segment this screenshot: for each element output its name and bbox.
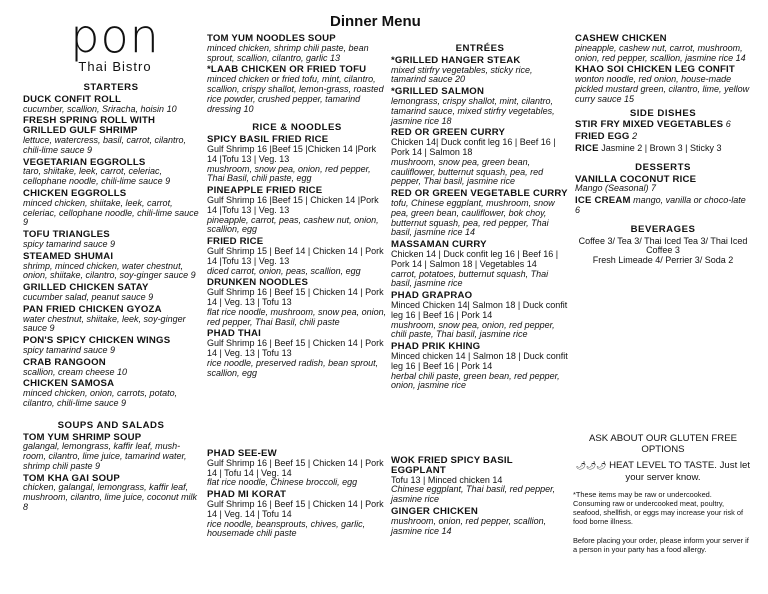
side-dish-item xyxy=(575,120,751,130)
menu-item-description: taro, shiitake, leek, carrot, celeriac, cellophane noodle, chili-lime sauce 9 xyxy=(23,166,171,187)
side-dish-item xyxy=(575,144,751,154)
menu-item xyxy=(207,329,387,378)
menu-item-name: VEGETARIAN EGGROLLS xyxy=(23,156,146,168)
menu-item xyxy=(391,456,569,505)
menu-item-description: cucumber, scallion, Sriracha, hoisin 10 xyxy=(23,103,177,114)
menu-item-name: DUCK CONFIT ROLL xyxy=(23,93,122,105)
section-title-soups: SOUPS AND SALADS xyxy=(57,419,165,431)
section-title-rice-noodles: RICE & NOODLES xyxy=(252,122,342,134)
menu-item xyxy=(391,291,569,340)
section-title-beverages: BEVERAGES xyxy=(630,223,696,235)
menu-item xyxy=(23,95,199,115)
menu-item-name: SPICY BASIL FRIED RICE xyxy=(207,134,329,146)
menu-item-description: mushroom, onion, red pepper, scallion, jasmine rice 14 xyxy=(391,515,547,536)
col4-top-list xyxy=(575,34,751,105)
menu-item-prices: Gulf Shrimp 16 | Beef 15 | Chicken 14 | Pork 14 | Veg. 14 | Tofu 14 xyxy=(207,498,384,519)
side-dishes-list xyxy=(575,120,751,153)
menu-item xyxy=(391,87,569,126)
menu-item xyxy=(23,433,199,472)
menu-column-3-bottom xyxy=(391,456,569,538)
menu-item xyxy=(23,158,199,187)
page-title: Dinner Menu xyxy=(330,13,421,30)
menu-item-name: GINGER CHICKEN xyxy=(391,505,479,517)
rice-noodles-list xyxy=(207,135,387,378)
menu-item xyxy=(23,189,199,228)
menu-item-name: CASHEW CHICKEN xyxy=(575,33,667,44)
menu-item-description: carrot, potatoes, butternut squash, Thai basil, jasmine rice xyxy=(391,268,549,289)
menu-column-4 xyxy=(575,34,751,266)
heat-level-note xyxy=(573,460,753,484)
dessert-item xyxy=(575,175,751,195)
side-dish-name: STIR FRY MIXED VEGETABLES xyxy=(575,119,724,131)
menu-item-prices: Chicken 14| Duck confit leg 16 | Beef 16 | Pork 14 | Salmon 18 xyxy=(391,137,556,157)
col2-top-list xyxy=(207,34,387,114)
menu-item xyxy=(23,252,199,281)
menu-item-name: STEAMED SHUMAI xyxy=(23,250,114,262)
menu-item-name: *GRILLED SALMON xyxy=(391,86,485,98)
menu-column-2-bottom xyxy=(207,449,387,541)
desserts-list xyxy=(575,175,751,216)
menu-item-description: minced chicken, shrimp chili paste, bean sprout, scallion, cilantro, garlic 13 xyxy=(207,42,369,63)
menu-item-description: galangal, lemongrass, kaffir leaf, mush-room, cilantro, lime juice, tamarind water, shrimp chili paste 9 xyxy=(23,441,187,471)
menu-item-name: DRUNKEN NOODLES xyxy=(207,277,309,289)
menu-item-description: pineapple, carrot, peas, cashew nut, onion, scallion, egg xyxy=(207,214,379,235)
menu-item-prices: Chicken 14 | Duck confit leg 16 | Beef 16 | Pork 14 | Salmon 18 | Vegetables 14 xyxy=(391,248,559,269)
beverages-text: Coffee 3/ Tea 3/ Thai Iced Tea 3/ Thai Iced Coffee 3 Fresh Limeade 4/ Perrier 3/ Soda 2 xyxy=(578,235,748,266)
menu-item-prices: Gulf Shrimp 16 | Beef 15 | Chicken 14 | Pork 14 | Tofu 14 | Veg. 14 xyxy=(207,457,384,478)
menu-item xyxy=(575,34,751,63)
menu-item-description: mushroom, snow pea, onion, red pepper, chili paste, Thai basil, jasmine rice xyxy=(391,319,555,340)
menu-item-description: Chinese eggplant, Thai basil, red pepper, jasmine rice xyxy=(391,484,556,505)
menu-item-description: lettuce, watercress, basil, carrot, cilantro, chili-lime sauce 9 xyxy=(23,134,187,155)
side-dish-item xyxy=(575,132,751,142)
menu-item xyxy=(207,237,387,276)
menu-item-prices: Tofu 13 | Minced chicken 14 xyxy=(391,474,503,485)
menu-item-name: RED OR GREEN CURRY xyxy=(391,127,506,139)
menu-item-prices: Gulf Shrimp 16 | Beef 15 | Chicken 14 | Pork 14 | Veg. 13 | Tofu 13 xyxy=(207,287,384,307)
side-dish-price: Jasmine 2 | Brown 3 | Sticky 3 xyxy=(598,142,722,153)
menu-item xyxy=(391,56,569,85)
menu-item-name: CRAB RANGOON xyxy=(23,356,106,368)
menu-item-name: CHICKEN EGGROLLS xyxy=(23,187,127,199)
menu-item-name: PHAD PRIK KHING xyxy=(391,341,481,353)
menu-item-description: spicy tamarind sauce 9 xyxy=(23,344,116,355)
menu-item-name: WOK FRIED SPICY BASIL EGGPLANT xyxy=(391,455,513,476)
menu-item xyxy=(23,379,199,408)
section-title-desserts: DESSERTS xyxy=(635,161,691,173)
menu-item-description: minced chicken or fried tofu, mint, cilantro, scallion, crispy shallot, lemon-grass, roasted rice powder, crushed pepper, tamarind dressing 10 xyxy=(207,74,384,114)
menu-item xyxy=(391,128,569,187)
menu-item-name: TOM KHA GAI SOUP xyxy=(23,472,121,484)
menu-item-prices: Gulf Shrimp 16 | Beef 15 | Chicken 14 | Pork 14 | Veg. 13 | Tofu 13 xyxy=(207,338,384,358)
menu-item-name: RED OR GREEN VEGETABLE CURRY xyxy=(391,188,568,200)
menu-item-name: KHAO SOI CHICKEN LEG CONFIT xyxy=(575,64,735,76)
menu-item-description: rice noodle, beansprouts, chives, garlic, housemade chili paste xyxy=(207,518,366,539)
menu-item xyxy=(207,490,387,539)
dessert-name: VANILLA COCONUT RICE xyxy=(575,173,697,185)
heat-level-text: HEAT LEVEL TO TASTE. Just let your server know. xyxy=(609,460,751,483)
logo-subtitle: Thai Bistro xyxy=(78,59,152,74)
menu-item-description: spicy tamarind sauce 9 xyxy=(23,238,116,249)
menu-item-description: wonton noodle, red onion, house-made pickled mustard green, cilantro, lime, yellow curry sauce 15 xyxy=(575,74,750,104)
menu-item xyxy=(207,65,387,114)
menu-column-3 xyxy=(391,44,569,393)
menu-item-prices: Minced Chicken 14| Salmon 18 | Duck confit leg 16 | Beef 16 | Pork 14 xyxy=(391,299,568,320)
entrees-list xyxy=(391,56,569,391)
menu-item-description: chicken, galangal, lemongrass, kaffir leaf, mushroom, cilantro, lime juice, coconut milk 8 xyxy=(23,482,198,513)
menu-item-description: flat rice noodle, Chinese broccoli, egg xyxy=(207,477,358,488)
menu-item-name: PHAD THAI xyxy=(207,328,262,340)
menu-item-description: mixed stirfry vegetables, sticky rice, tamarind sauce 20 xyxy=(391,64,533,85)
menu-item-name: PHAD SEE-EW xyxy=(207,448,277,459)
menu-item-name: *GRILLED HANGER STEAK xyxy=(391,54,521,66)
menu-item-prices: Gulf Shrimp 16 |Beef 15 |Chicken 14 |Pork 14 |Tofu 13 | Veg. 13 xyxy=(207,143,377,164)
side-dish-price: 6 xyxy=(723,119,731,130)
menu-item-name: GRILLED CHICKEN SATAY xyxy=(23,282,149,294)
menu-item xyxy=(391,189,569,238)
menu-column-1 xyxy=(23,83,199,515)
dessert-item xyxy=(575,196,751,216)
menu-item xyxy=(23,474,199,513)
gluten-free-note: ASK ABOUT OUR GLUTEN FREE OPTIONS xyxy=(588,433,738,455)
section-title-starters: STARTERS xyxy=(83,82,139,93)
menu-item-description: diced carrot, onion, peas, scallion, egg xyxy=(207,265,361,276)
dessert-name: ICE CREAM xyxy=(575,195,631,207)
menu-item-name: PAN FRIED CHICKEN GYOZA xyxy=(23,303,162,315)
menu-item-name: TOFU TRIANGLES xyxy=(23,229,110,241)
col2-bottom-list xyxy=(207,449,387,539)
section-title-side-dishes: SIDE DISHES xyxy=(629,107,697,119)
menu-item xyxy=(207,278,387,327)
menu-item-prices: Gulf Shrimp 15 | Beef 14 | Chicken 14 | Pork 14 |Tofu 13 | Veg. 13 xyxy=(207,245,384,266)
menu-item-description: tofu, Chinese eggplant, mushroom, snow pea, green bean, cauliflower, bok choy, butternut squash, pea, red pepper, Thai basil, jasmine rice 14 xyxy=(391,197,555,238)
side-dish-name: RICE xyxy=(575,142,599,154)
menu-item-description: flat rice noodle, mushroom, snow pea, onion, red pepper, Thai Basil, chili paste xyxy=(207,306,387,327)
menu-item-description: cucumber salad, peanut sauce 9 xyxy=(23,291,154,302)
menu-item-name: TOM YUM SHRIMP SOUP xyxy=(23,431,142,443)
menu-item-description: pineapple, cashew nut, carrot, mushroom, onion, red pepper, scallion, jasmine rice 14 xyxy=(575,42,746,63)
menu-item-name: PON'S SPICY CHICKEN WINGS xyxy=(23,335,171,347)
menu-item-description: herbal chili paste, green bean, red pepper, onion, jasmine rice xyxy=(391,370,560,391)
menu-item xyxy=(207,186,387,235)
soups-list xyxy=(23,433,199,513)
menu-item xyxy=(575,65,751,104)
restaurant-logo xyxy=(60,9,170,74)
menu-item-description: mushroom, snow pea, onion, red pepper, Thai Basil, chili paste, egg xyxy=(207,163,371,184)
menu-item xyxy=(23,358,199,378)
raw-food-warning: *These items may be raw or undercooked. Consuming raw or undercooked meat, poultry, seafood, shellfish, or eggs may increase your risk of food borne illness. xyxy=(573,490,744,526)
section-title-entrees: ENTRÉES xyxy=(455,43,505,54)
dessert-description: Mango (Seasonal) 7 xyxy=(575,183,657,194)
side-dish-name: FRIED EGG xyxy=(575,131,630,143)
menu-item xyxy=(23,230,199,250)
menu-item-prices: Minced chicken 14 | Salmon 18 | Duck confit leg 16 | Beef 16 | Pork 14 xyxy=(391,350,568,371)
menu-item-name: CHICKEN SAMOSA xyxy=(23,378,115,390)
menu-item-description: scallion, cream cheese 10 xyxy=(23,366,128,377)
menu-column-2 xyxy=(207,34,387,380)
menu-item-name: *LAAB CHICKEN OR FRIED TOFU xyxy=(207,64,367,76)
dessert-description: mango, vanilla or choco-late 6 xyxy=(575,195,746,215)
menu-item-name: MASSAMAN CURRY xyxy=(391,239,487,251)
menu-item xyxy=(391,507,569,536)
menu-item-prices: Gulf Shrimp 16 |Beef 15 | Chicken 14 |Pork 14 |Tofu 13 | Veg. 13 xyxy=(207,194,379,215)
menu-item-name: FRIED RICE xyxy=(207,236,264,248)
menu-item-description: minced chicken, shiitake, leek, carrot, celeriac, cellophane noodle, chili-lime sauce 9 xyxy=(23,197,199,228)
menu-item-description: lemongrass, crispy shallot, mint, cilantro, tamarind sauce, mixed stirfry vegetables, jasmine rice 18 xyxy=(391,95,555,126)
chili-pepper-icon: 🌶🌶🌶 xyxy=(575,461,607,470)
menu-item xyxy=(23,116,199,155)
menu-item-description: mushroom, snow pea, green bean, cauliflower, butternut squash, pea, red pepper, Thai basil, jasmine rice xyxy=(391,156,544,187)
menu-item xyxy=(207,34,387,63)
notes-block xyxy=(573,433,753,554)
logo-wordmark: pon xyxy=(70,9,160,63)
menu-item xyxy=(23,305,199,334)
menu-item xyxy=(207,449,387,488)
menu-item-name: TOM YUM NOODLES SOUP xyxy=(207,33,336,44)
menu-item-name: PINEAPPLE FRIED RICE xyxy=(207,185,323,197)
menu-item xyxy=(391,240,569,289)
menu-item-name: PHAD MI KORAT xyxy=(207,489,287,501)
menu-item-description: shrimp, minced chicken, water chestnut, onion, shiitake, cilantro, soy-ginger sauce 9 xyxy=(23,260,196,281)
menu-item-description: minced chicken, onion, carrots, potato, cilantro, chili-lime sauce 9 xyxy=(23,388,178,408)
allergy-note: Before placing your order, please inform your server if a person in your party has a food allergy. xyxy=(573,536,749,554)
menu-item-description: water chestnut, shiitake, leek, soy-ginger sauce 9 xyxy=(23,313,186,334)
starters-list xyxy=(23,95,199,409)
menu-item xyxy=(391,342,569,391)
menu-item-name: FRESH SPRING ROLL WITH GRILLED GULF SHRIMP xyxy=(23,115,156,137)
menu-item-description: rice noodle, preserved radish, bean sprout, scallion, egg xyxy=(207,357,379,378)
menu-item xyxy=(207,135,387,184)
col3-bottom-list xyxy=(391,456,569,536)
menu-item xyxy=(23,283,199,303)
menu-item xyxy=(23,336,199,356)
side-dish-price: 2 xyxy=(629,131,638,142)
menu-item-name: PHAD GRAPRAO xyxy=(391,290,473,302)
